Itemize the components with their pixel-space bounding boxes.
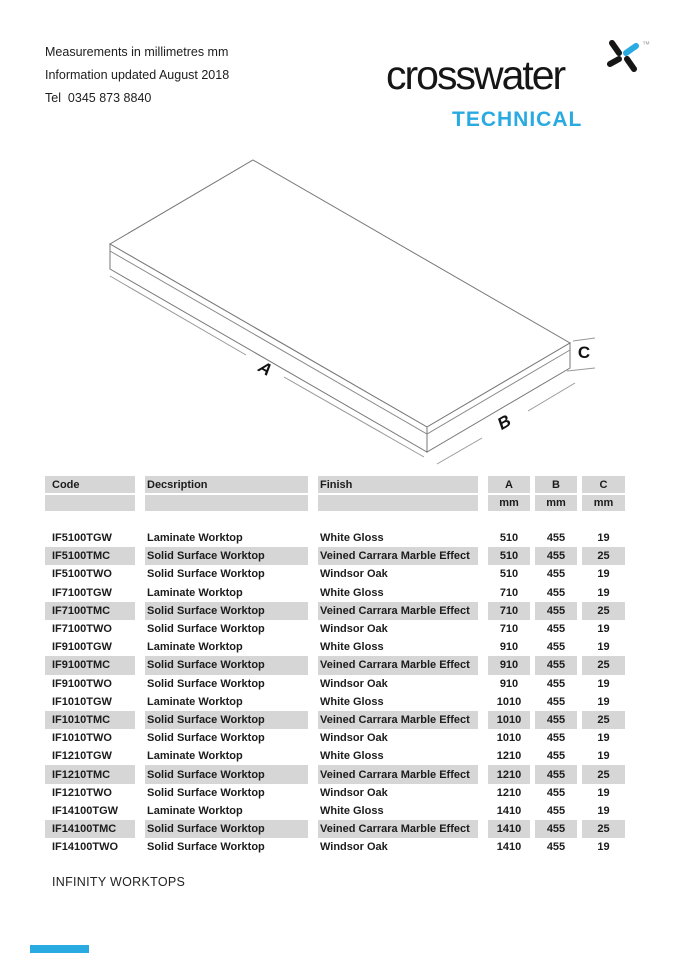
cell-c: 25 xyxy=(582,765,625,783)
telephone-line: Tel 0345 873 8840 xyxy=(45,91,152,105)
brand-wordmark: crosswater xyxy=(386,52,565,98)
cell-finish: Veined Carrara Marble Effect xyxy=(318,547,478,565)
table-units-row xyxy=(45,495,627,511)
worktop-diagram-svg xyxy=(0,150,679,480)
cell-finish: White Gloss xyxy=(320,586,384,599)
cell-code: IF9100TGW xyxy=(52,641,112,654)
cell-b: 455 xyxy=(546,532,566,545)
cell-c: 19 xyxy=(597,568,610,581)
cell-b: 455 xyxy=(546,786,566,799)
table-row xyxy=(45,620,627,638)
table-row xyxy=(45,584,627,602)
col-header-b: B xyxy=(535,476,577,493)
cell-finish: White Gloss xyxy=(320,532,384,545)
table-row xyxy=(45,747,627,765)
updated-note: Information updated August 2018 xyxy=(45,68,230,82)
cell-b: 455 xyxy=(535,656,577,674)
cell-b: 455 xyxy=(546,641,566,654)
units-cell-code xyxy=(45,495,135,511)
cell-a: 1410 xyxy=(496,841,522,854)
cell-code: IF9100TWO xyxy=(52,677,112,690)
dim-label-a: A xyxy=(255,357,276,380)
cell-code: IF14100TWO xyxy=(52,841,119,854)
cell-code: IF1210TMC xyxy=(45,765,135,783)
document-info-block xyxy=(45,41,229,110)
cell-finish: White Gloss xyxy=(320,695,384,708)
units-cell-description xyxy=(145,495,308,511)
cell-finish: Windsor Oak xyxy=(320,623,388,636)
cell-finish: White Gloss xyxy=(320,750,384,763)
table-row xyxy=(45,838,627,856)
cell-c: 19 xyxy=(597,804,610,817)
dim-label-b: B xyxy=(494,411,515,434)
cell-a: 1410 xyxy=(488,820,530,838)
cell-c: 25 xyxy=(582,820,625,838)
cell-c: 19 xyxy=(597,641,610,654)
table-row xyxy=(45,565,627,583)
table-row xyxy=(45,675,627,693)
cell-a: 1210 xyxy=(496,750,522,763)
cell-code: IF1010TGW xyxy=(52,695,112,708)
cell-a: 1010 xyxy=(496,695,522,708)
cell-c: 19 xyxy=(597,586,610,599)
cell-finish: Windsor Oak xyxy=(320,677,388,690)
cell-c: 25 xyxy=(582,602,625,620)
cell-finish: Veined Carrara Marble Effect xyxy=(318,765,478,783)
technical-tagline: TECHNICAL xyxy=(452,108,583,131)
units-cell-b: mm xyxy=(535,495,577,511)
cell-description: Solid Surface Worktop xyxy=(145,820,308,838)
cell-a: 510 xyxy=(499,568,519,581)
cell-a: 1210 xyxy=(488,765,530,783)
cell-b: 455 xyxy=(535,820,577,838)
dim-c-tick-top xyxy=(573,338,595,341)
crosswater-x-icon xyxy=(605,40,641,76)
cell-a: 910 xyxy=(488,656,530,674)
cell-c: 19 xyxy=(597,532,610,545)
cell-code: IF14100TGW xyxy=(52,804,119,817)
logo xyxy=(386,40,651,102)
cell-description: Laminate Worktop xyxy=(147,586,243,599)
units-cell-c: mm xyxy=(582,495,625,511)
cell-code: IF14100TMC xyxy=(45,820,135,838)
cell-a: 710 xyxy=(499,623,519,636)
measurement-note: Measurements in millimetres mm xyxy=(45,45,229,59)
cell-code: IF1010TWO xyxy=(52,732,112,745)
cell-finish: Veined Carrara Marble Effect xyxy=(318,656,478,674)
table-row xyxy=(45,602,627,620)
cell-code: IF7100TMC xyxy=(45,602,135,620)
dim-label-c: C xyxy=(577,343,591,362)
cell-code: IF9100TMC xyxy=(45,656,135,674)
cell-description: Solid Surface Worktop xyxy=(145,547,308,565)
cell-description: Solid Surface Worktop xyxy=(147,623,265,636)
cell-b: 455 xyxy=(535,547,577,565)
cell-finish: Windsor Oak xyxy=(320,568,388,581)
table-body xyxy=(45,529,627,856)
cell-c: 25 xyxy=(582,711,625,729)
cell-c: 19 xyxy=(597,750,610,763)
cell-a: 510 xyxy=(488,547,530,565)
cell-b: 455 xyxy=(546,677,566,690)
table-header-row xyxy=(45,476,627,493)
cell-finish: Windsor Oak xyxy=(320,841,388,854)
cell-description: Laminate Worktop xyxy=(147,641,243,654)
table-row xyxy=(45,638,627,656)
table-row xyxy=(45,693,627,711)
product-range-title: INFINITY WORKTOPS xyxy=(52,875,186,889)
cell-code: IF1010TMC xyxy=(45,711,135,729)
cell-a: 1010 xyxy=(488,711,530,729)
col-header-c: C xyxy=(582,476,625,493)
worktop-spec-table xyxy=(45,476,627,856)
cell-description: Solid Surface Worktop xyxy=(145,711,308,729)
cell-b: 455 xyxy=(546,841,566,854)
col-header-a: A xyxy=(488,476,530,493)
cell-a: 910 xyxy=(499,641,519,654)
cell-a: 1010 xyxy=(496,732,522,745)
cell-a: 710 xyxy=(499,586,519,599)
cell-description: Solid Surface Worktop xyxy=(145,656,308,674)
cell-b: 455 xyxy=(546,568,566,581)
cell-b: 455 xyxy=(546,586,566,599)
cell-c: 19 xyxy=(597,841,610,854)
cell-code: IF7100TWO xyxy=(52,623,112,636)
cell-b: 455 xyxy=(546,804,566,817)
cell-c: 19 xyxy=(597,677,610,690)
table-row xyxy=(45,765,627,783)
cell-code: IF1210TWO xyxy=(52,786,112,799)
cell-c: 19 xyxy=(597,732,610,745)
cell-c: 25 xyxy=(582,547,625,565)
cell-description: Solid Surface Worktop xyxy=(147,568,265,581)
cell-description: Laminate Worktop xyxy=(147,750,243,763)
cell-code: IF1210TGW xyxy=(52,750,112,763)
units-cell-finish xyxy=(318,495,478,511)
cell-description: Solid Surface Worktop xyxy=(147,677,265,690)
cell-finish: White Gloss xyxy=(320,804,384,817)
cell-code: IF7100TGW xyxy=(52,586,112,599)
cell-b: 455 xyxy=(546,695,566,708)
cell-finish: White Gloss xyxy=(320,641,384,654)
col-header-code: Code xyxy=(45,476,135,493)
cell-b: 455 xyxy=(546,732,566,745)
cell-c: 19 xyxy=(597,695,610,708)
cell-b: 455 xyxy=(535,711,577,729)
table-row xyxy=(45,529,627,547)
cell-description: Solid Surface Worktop xyxy=(145,765,308,783)
dim-c-tick-bottom xyxy=(567,368,595,371)
cell-a: 1210 xyxy=(496,786,522,799)
cell-finish: Windsor Oak xyxy=(320,732,388,745)
cell-finish: Veined Carrara Marble Effect xyxy=(318,602,478,620)
cell-b: 455 xyxy=(535,602,577,620)
cell-code: IF5100TMC xyxy=(45,547,135,565)
cell-description: Laminate Worktop xyxy=(147,532,243,545)
footer-accent-bar xyxy=(30,945,89,953)
table-row xyxy=(45,820,627,838)
cell-c: 25 xyxy=(582,656,625,674)
cell-b: 455 xyxy=(546,623,566,636)
col-header-finish: Finish xyxy=(318,476,478,493)
cell-description: Solid Surface Worktop xyxy=(145,602,308,620)
cell-b: 455 xyxy=(535,765,577,783)
cell-finish: Windsor Oak xyxy=(320,786,388,799)
cell-description: Laminate Worktop xyxy=(147,804,243,817)
cell-description: Solid Surface Worktop xyxy=(147,732,265,745)
cell-a: 910 xyxy=(499,677,519,690)
table-row xyxy=(45,547,627,565)
cell-a: 510 xyxy=(499,532,519,545)
worktop-diagram xyxy=(0,150,679,480)
cell-code: IF5100TGW xyxy=(52,532,112,545)
table-row xyxy=(45,656,627,674)
cell-description: Solid Surface Worktop xyxy=(147,841,265,854)
cell-a: 1410 xyxy=(496,804,522,817)
cell-description: Solid Surface Worktop xyxy=(147,786,265,799)
table-row xyxy=(45,711,627,729)
cell-b: 455 xyxy=(546,750,566,763)
table-row xyxy=(45,729,627,747)
cell-code: IF5100TWO xyxy=(52,568,112,581)
cell-description: Laminate Worktop xyxy=(147,695,243,708)
cell-a: 710 xyxy=(488,602,530,620)
table-row xyxy=(45,784,627,802)
brand-block xyxy=(386,40,651,131)
table-row xyxy=(45,802,627,820)
cell-c: 19 xyxy=(597,623,610,636)
units-cell-a: mm xyxy=(488,495,530,511)
cell-finish: Veined Carrara Marble Effect xyxy=(318,711,478,729)
cell-c: 19 xyxy=(597,786,610,799)
trademark-symbol: ™ xyxy=(642,40,650,49)
col-header-description: Decsription xyxy=(145,476,308,493)
cell-finish: Veined Carrara Marble Effect xyxy=(318,820,478,838)
